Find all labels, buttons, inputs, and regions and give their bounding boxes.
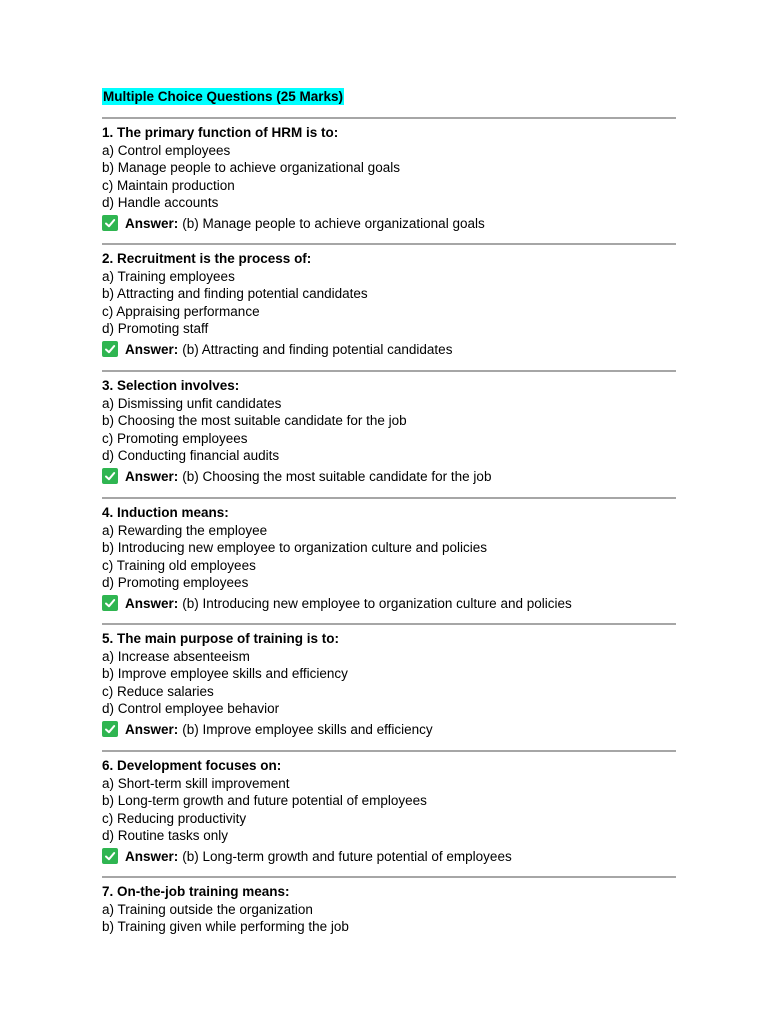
answer-text: (b) Introducing new employee to organization culture and policies — [182, 595, 572, 611]
option-c: c) Promoting employees — [102, 430, 248, 446]
option-a: a) Short-term skill improvement — [102, 775, 290, 791]
option-c: c) Maintain production — [102, 177, 235, 193]
option-b: b) Manage people to achieve organizational goals — [102, 160, 400, 176]
option-a: a) Dismissing unfit candidates — [102, 395, 282, 411]
question-4 — [102, 497, 676, 613]
answer-line — [102, 847, 676, 866]
option-b: b) Attracting and finding potential candidates — [102, 286, 368, 302]
answer-label: Answer: — [125, 595, 179, 611]
question-title: 2. Recruitment is the process of: — [102, 251, 312, 266]
answer-text: (b) Manage people to achieve organizational goals — [182, 215, 485, 231]
check-mark-icon — [102, 341, 118, 357]
answer-text: (b) Attracting and finding potential candidates — [182, 341, 453, 357]
answer-label: Answer: — [125, 721, 179, 737]
question-title: 1. The primary function of HRM is to: — [102, 125, 339, 140]
section-heading: Multiple Choice Questions (25 Marks) — [103, 89, 344, 104]
option-a: a) Training employees — [102, 268, 235, 284]
answer-line — [102, 594, 676, 613]
option-d: d) Control employee behavior — [102, 701, 280, 717]
check-mark-icon — [102, 215, 118, 231]
question-2 — [102, 243, 676, 359]
check-mark-icon — [102, 848, 118, 864]
option-d: d) Routine tasks only — [102, 828, 229, 844]
question-title: 4. Induction means: — [102, 505, 229, 520]
option-d: d) Promoting staff — [102, 321, 209, 337]
option-c: c) Reduce salaries — [102, 683, 214, 699]
question-title: 7. On-the-job training means: — [102, 884, 290, 899]
answer-line — [102, 340, 676, 359]
answer-line — [102, 720, 676, 739]
option-a: a) Training outside the organization — [102, 901, 313, 917]
option-a: a) Control employees — [102, 142, 231, 158]
option-b: b) Training given while performing the job — [102, 919, 349, 935]
answer-label: Answer: — [125, 341, 179, 357]
option-d: d) Promoting employees — [102, 575, 249, 591]
answer-label: Answer: — [125, 468, 179, 484]
question-1 — [102, 117, 676, 233]
answer-text: (b) Long-term growth and future potential of employees — [182, 848, 512, 864]
option-b: b) Introducing new employee to organization culture and policies — [102, 540, 487, 556]
answer-text: (b) Improve employee skills and efficiency — [182, 721, 433, 737]
option-b: b) Choosing the most suitable candidate for the job — [102, 413, 407, 429]
answer-line — [102, 214, 676, 233]
option-c: c) Appraising performance — [102, 303, 260, 319]
question-7 — [102, 876, 676, 936]
check-mark-icon — [102, 721, 118, 737]
answer-line — [102, 467, 676, 486]
question-title: 6. Development focuses on: — [102, 758, 282, 773]
question-6 — [102, 750, 676, 866]
option-d: d) Handle accounts — [102, 195, 219, 211]
question-title: 5. The main purpose of training is to: — [102, 631, 340, 646]
option-c: c) Training old employees — [102, 557, 256, 573]
option-d: d) Conducting financial audits — [102, 448, 280, 464]
option-b: b) Improve employee skills and efficiency — [102, 666, 348, 682]
answer-label: Answer: — [125, 215, 179, 231]
option-c: c) Reducing productivity — [102, 810, 247, 826]
option-a: a) Increase absenteeism — [102, 648, 250, 664]
check-mark-icon — [102, 468, 118, 484]
option-b: b) Long-term growth and future potential of employees — [102, 793, 427, 809]
answer-label: Answer: — [125, 848, 179, 864]
question-5 — [102, 623, 676, 739]
option-a: a) Rewarding the employee — [102, 522, 268, 538]
question-title: 3. Selection involves: — [102, 378, 240, 393]
check-mark-icon — [102, 595, 118, 611]
answer-text: (b) Choosing the most suitable candidate for the job — [182, 468, 492, 484]
question-3 — [102, 370, 676, 486]
